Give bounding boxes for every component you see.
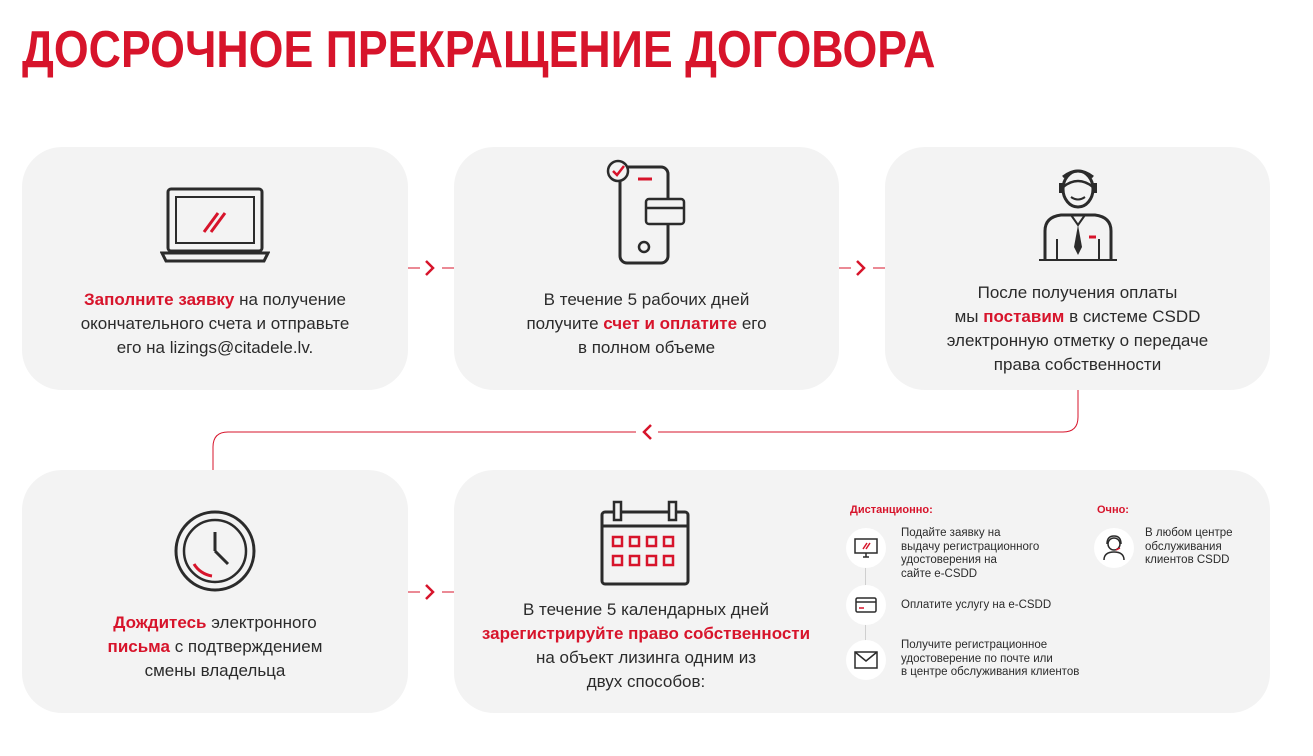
step-3-line-3: электронную отметку о передаче [946,331,1209,350]
page-title: ДОСРОЧНОЕ ПРЕКРАЩЕНИЕ ДОГОВОРА [22,21,936,79]
envelope-icon [846,640,886,680]
inperson-item-1-text [1145,527,1233,568]
step-4-text [22,611,408,683]
step-3-line-2b: в системе CSDD [1064,307,1201,326]
clock-icon [170,506,260,596]
step-2-highlight: счет и оплатите [603,314,738,333]
step-1-line-1: на получение [234,290,347,309]
laptop-icon [160,185,270,265]
payment-card-icon-circle [846,585,886,625]
consultant-icon [1094,528,1134,568]
step-5-line-4: двух способов: [586,672,706,691]
step-4-line-2: с подтверждением [169,637,323,656]
remote-item-3-line-1: Получите регистрационное [901,639,1048,651]
calendar-icon [598,500,694,592]
step-5-highlight: зарегистрируйте право собственности [481,624,811,643]
step-5-line-3: на объект лизинга одним из [535,648,757,667]
monitor-icon-circle [846,528,886,568]
remote-item-3-line-3: в центре обслуживания клиентов [901,666,1080,678]
remote-item-1-line-1: Подайте заявку на [901,527,1001,539]
payment-card-icon [846,585,886,625]
step-3-line-4: права собственности [993,355,1162,374]
remote-item-2-line-1: Оплатите услугу на e-CSDD [901,599,1052,611]
step-5-card [454,470,1270,713]
inperson-item-1-line-1: В любом центре [1145,527,1233,539]
consultant-icon-circle [1094,528,1134,568]
step-2-text [454,288,839,360]
step-1-card [22,147,408,390]
arrow-right-icon [408,585,454,599]
remote-item-2-text [901,599,1051,613]
manager-icon [1033,163,1123,263]
inperson-heading: Очно: [1097,504,1129,516]
remote-item-1-text [901,527,1039,581]
arrow-right-icon [839,261,885,275]
step-4-card [22,470,408,713]
remote-item-3-line-2: удостоверение по почте или [901,652,1053,665]
step-5-text [454,598,838,694]
inperson-item-1-line-2: обслуживания [1145,540,1222,553]
step-1-highlight: Заполните заявку [83,290,235,309]
step-2-line-2b: его [737,314,767,333]
remote-item-3-text [901,639,1079,680]
step-2-line-3: в полном объеме [577,338,716,357]
remote-item-1-line-2: выдачу регистрационного [901,540,1040,553]
step-2-card [454,147,839,390]
step-1-text [22,288,408,360]
envelope-icon-circle [846,640,886,680]
remote-item-1-line-4: сайте e-CSDD [901,567,978,580]
inperson-item-1-line-3: клиентов CSDD [1145,554,1230,566]
arrow-right-icon [408,261,454,275]
step-1-line-2: окончательного счета и отправьте [80,314,350,333]
return-path [213,390,1078,470]
step-5-line-1: В течение 5 календарных дней [522,600,770,619]
step-3-highlight: поставим [983,307,1065,326]
monitor-icon [846,528,886,568]
step-4-line-1: электронного [206,613,317,632]
step-4-highlight-2: письма [107,637,170,656]
step-1-line-3: его на lizings@citadele.lv. [116,338,314,357]
step-3-line-2a: мы [954,307,984,326]
step-3-line-1: После получения оплаты [977,283,1178,302]
phone-card-icon [604,155,704,265]
step-2-line-1: В течение 5 рабочих дней [543,290,750,309]
step-4-highlight-1: Дождитесь [113,613,207,632]
step-3-card [885,147,1270,390]
remote-heading: Дистанционно: [850,504,933,516]
step-3-text [885,281,1270,377]
step-4-line-3: смены владельца [144,661,286,680]
remote-item-1-line-3: удостоверения на [901,554,997,566]
step-2-line-2a: получите [526,314,604,333]
